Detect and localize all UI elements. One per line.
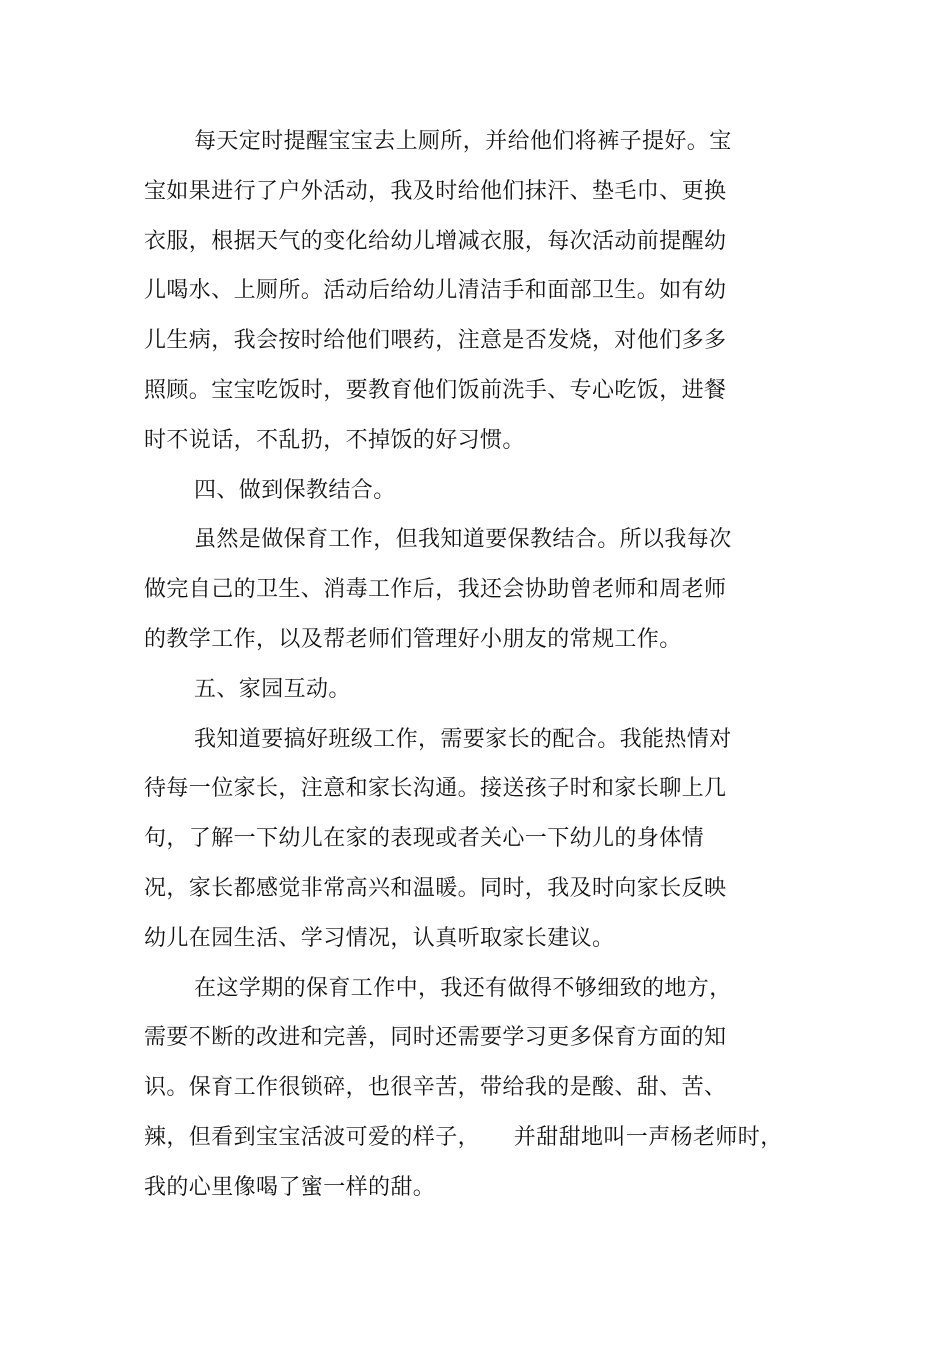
text-line: 衣服，根据天气的变化给幼儿增减衣服，每次活动前提醒幼 — [144, 228, 727, 254]
text-line: 四、做到保教结合。 — [194, 477, 396, 503]
text-line: 识。保育工作很锁碎，也很辛苦，带给我的是酸、甜、苦、 — [144, 1075, 727, 1101]
text-line: 我知道要搞好班级工作，需要家长的配合。我能热情对 — [194, 726, 732, 752]
text-line: 五、家园互动。 — [194, 676, 351, 702]
text-line: 时不说话，不乱扔，不掉饭的好习惯。 — [144, 427, 525, 453]
text-line: 宝如果进行了户外活动，我及时给他们抹汗、垫毛巾、更换 — [144, 178, 727, 204]
text-line: 做完自己的卫生、消毒工作后，我还会协助曾老师和周老师 — [144, 577, 727, 603]
text-line: 儿生病，我会按时给他们喂药，注意是否发烧，对他们多多 — [144, 328, 727, 354]
text-line: 在这学期的保育工作中，我还有做得不够细致的地方， — [194, 975, 732, 1001]
text-line: 句，了解一下幼儿在家的表现或者关心一下幼儿的身体情 — [144, 826, 705, 852]
text-line: 幼儿在园生活、学习情况，认真听取家长建议。 — [144, 925, 615, 951]
text-line: 辣，但看到宝宝活波可爱的样子， 并甜甜地叫一声杨老师时， — [144, 1124, 783, 1150]
text-line: 我的心里像喝了蜜一样的甜。 — [144, 1174, 436, 1200]
text-line: 的教学工作，以及帮老师们管理好小朋友的常规工作。 — [144, 626, 682, 652]
text-line: 每天定时提醒宝宝去上厕所，并给他们将裤子提好。宝 — [194, 129, 732, 154]
document-body — [144, 117, 804, 1213]
text-line: 待每一位家长，注意和家长沟通。接送孩子时和家长聊上几 — [144, 776, 727, 802]
text-line: 照顾。宝宝吃饭时，要教育他们饭前洗手、专心吃饭，进餐 — [144, 377, 727, 403]
text-line: 况，家长都感觉非常高兴和温暖。同时，我及时向家长反映 — [144, 875, 727, 901]
text-line: 需要不断的改进和完善，同时还需要学习更多保育方面的知 — [144, 1025, 727, 1051]
text-line: 儿喝水、上厕所。活动后给幼儿清洁手和面部卫生。如有幼 — [144, 278, 727, 304]
text-line: 虽然是做保育工作，但我知道要保教结合。所以我每次 — [194, 527, 732, 553]
